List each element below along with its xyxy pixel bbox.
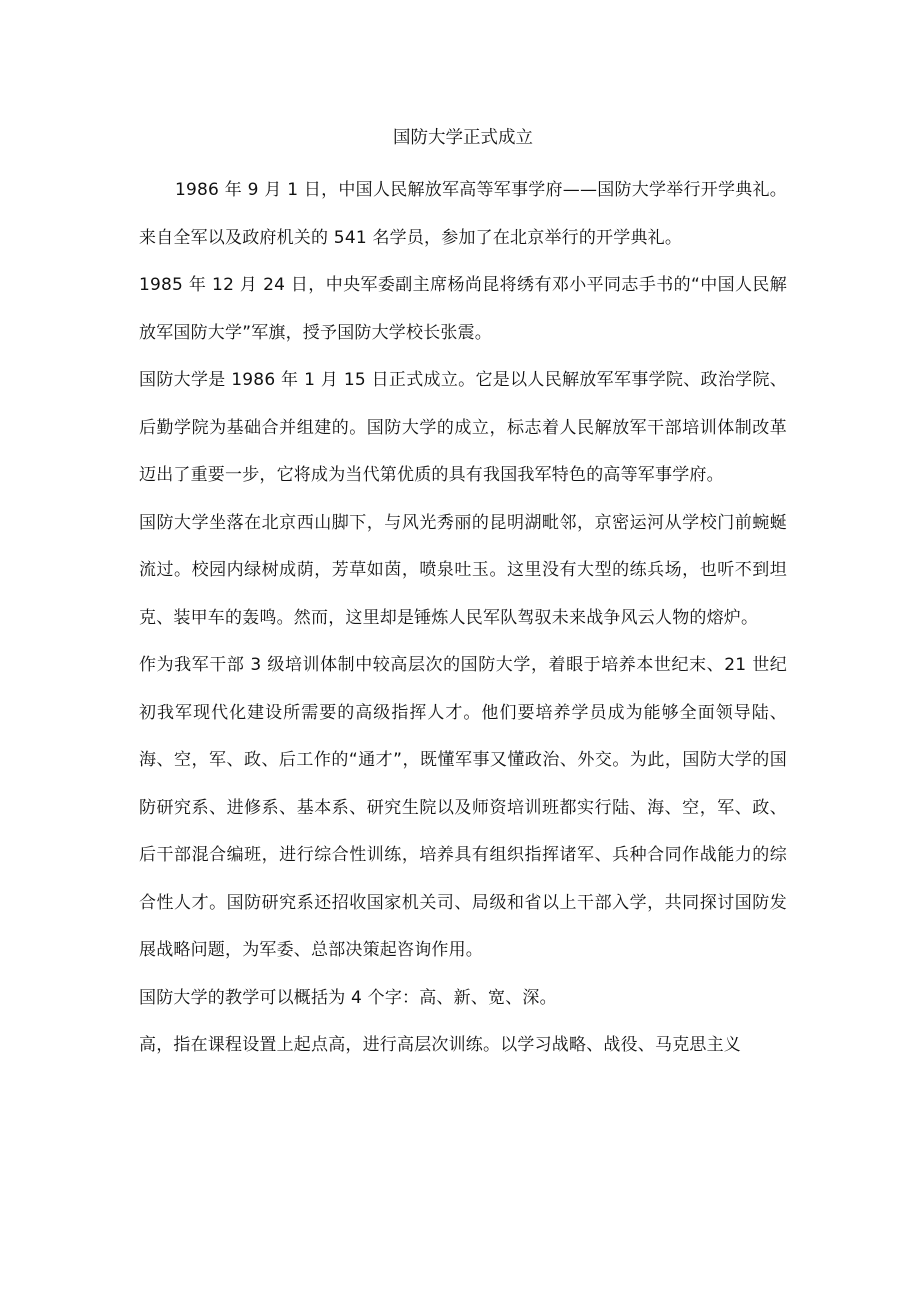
- paragraph-opening-ceremony: 1986 年 9 月 1 日，中国人民解放军高等军事学府——国防大学举行开学典礼。来自全军以及政府机关的 541 名学员，参加了在北京举行的开学典礼。: [139, 180, 787, 248]
- document-title: 国防大学正式成立: [393, 128, 533, 148]
- paragraph-teaching-summary: 国防大学的教学可以概括为 4 个字：高、新、宽、深。: [139, 987, 557, 1008]
- paragraph-founding: 国防大学是 1986 年 1 月 15 日正式成立。它是以人民解放军军事学院、政治学院、后勤学院为基础合并组建的。国防大学的成立，标志着人民解放军干部培训体制改革迈出了重要一步，它将成为当代第优质的具有我国我军特色的高等军事学府。: [139, 370, 787, 485]
- paragraph-training-system: 作为我军干部 3 级培训体制中较高层次的国防大学，着眼于培养本世纪末、21 世纪初我军现代化建设所需要的高级指挥人才。他们要培养学员成为能够全面领导陆、海、空，军、政、后工作的“通才”，既懂军事又懂政治、外交。为此，国防大学的国防研究系、进修系、基本系、研究生院以及师资培训班都实行陆、海、空，军、政、后干部混合编班，进行综合性训练，培养具有组织指挥诸军、兵种合同作战能力的综合性人才。国防研究系还招收国家机关司、局级和省以上干部入学，共同探讨国防发展战略问题，为军委、总部决策起咨询作用。: [139, 655, 787, 960]
- paragraph-campus: 国防大学坐落在北京西山脚下，与风光秀丽的昆明湖毗邻，京密运河从学校门前蜿蜒流过。校园内绿树成荫，芳草如茵，喷泉吐玉。这里没有大型的练兵场，也听不到坦克、装甲车的轰鸣。然而，这里却是锤炼人民军队驾驭未来战争风云人物的熔炉。: [139, 512, 787, 628]
- paragraph-high-level: 高，指在课程设置上起点高，进行高层次训练。以学习战略、战役、马克思主义: [139, 1035, 741, 1055]
- paragraph-flag-presentation: 1985 年 12 月 24 日，中央军委副主席杨尚昆将绣有邓小平同志手书的“中国人民解放军国防大学”军旗，授予国防大学校长张震。: [139, 275, 787, 343]
- document-body: [139, 120, 787, 1070]
